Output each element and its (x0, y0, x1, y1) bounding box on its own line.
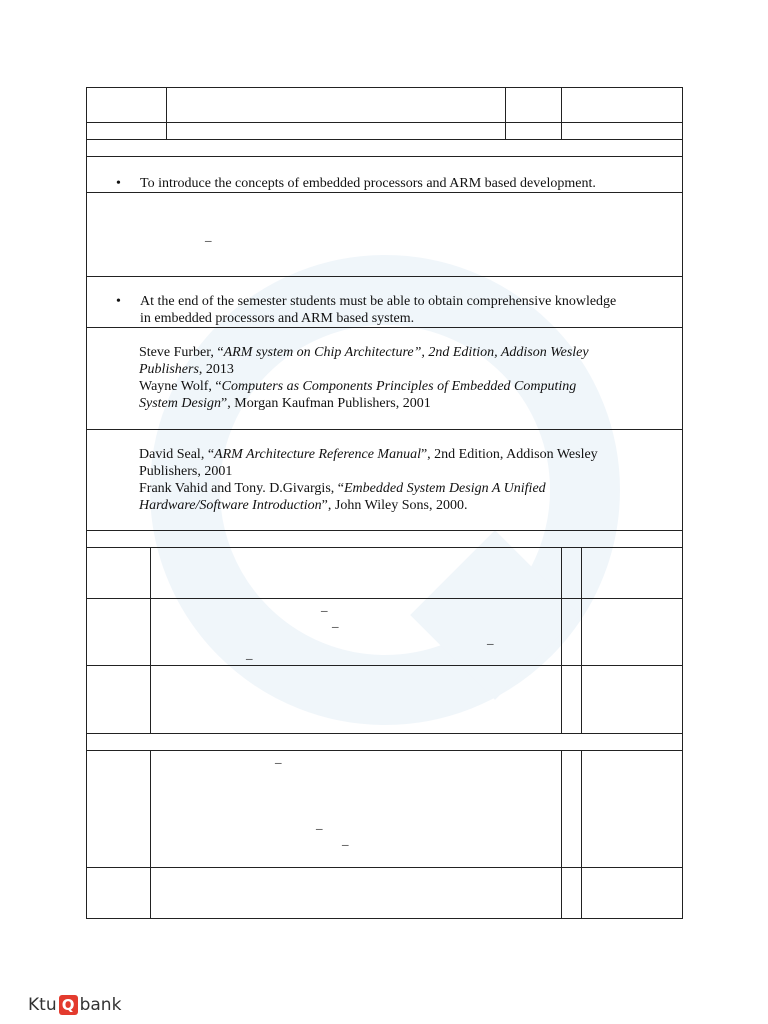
exam-heading-row (87, 734, 683, 751)
dash-mark: _ (205, 228, 212, 243)
objective-item: • To introduce the concepts of embedded processors and ARM based development. (116, 176, 596, 191)
text-books-list (87, 328, 682, 412)
syllabus-row (87, 193, 683, 277)
objectives-heading (87, 140, 683, 157)
course-code-cell (87, 88, 167, 123)
course-plan-heading-row (87, 531, 683, 548)
reference-1: David Seal, “ARM Architecture Reference Manual”, 2nd Edition, Addison Wesley Publishers, 2001 (139, 447, 598, 479)
references-row (87, 430, 683, 531)
module-row-2 (87, 666, 683, 734)
dash-mark: _ (487, 631, 494, 646)
module-2-contents (151, 666, 562, 734)
marks-col-header (582, 548, 683, 599)
header-row (87, 88, 683, 123)
dash-mark: _ (316, 816, 323, 831)
module-4-contents (151, 868, 562, 919)
hours-col-header (562, 548, 582, 599)
text-book-2: Wayne Wolf, “Computers as Components Principles of Embedded Computing System Design”, Morgan Kaufman Publishers, 2001 (139, 379, 577, 411)
module-3-contents (151, 751, 562, 868)
outcomes-row (87, 277, 683, 328)
dash-mark: _ (246, 646, 253, 661)
module-row-3 (87, 751, 683, 868)
course-name-cell (167, 88, 506, 123)
syllabus-table (86, 87, 683, 919)
dash-mark: _ (342, 832, 349, 847)
dash-mark: _ (321, 598, 328, 613)
objectives-row (87, 157, 683, 193)
bullet-icon: • (116, 294, 121, 309)
contents-col-header (151, 548, 562, 599)
course-plan-heading (87, 531, 683, 548)
bullet-icon: • (116, 176, 121, 191)
syllabus-cell (87, 193, 683, 277)
reference-2: Frank Vahid and Tony. D.Givargis, “Embedded System Design A Unified Hardware/Software Introduction”, John Wiley Sons, 2000. (139, 481, 546, 513)
ktuqbank-logo: Ktu Q bank (28, 995, 122, 1015)
module-row-1 (87, 599, 683, 666)
dash-mark: _ (275, 750, 282, 765)
module-col-header (87, 548, 151, 599)
header-row-2 (87, 123, 683, 140)
module-1-contents (151, 599, 562, 666)
outcome-item: • At the end of the semester students must be able to obtain comprehensive knowledge in embedded processors and ARM based system. (116, 294, 617, 326)
year-cell (562, 88, 683, 123)
references-list (87, 430, 682, 514)
q-logo-mark: Q (59, 995, 78, 1015)
exam-heading (87, 734, 683, 751)
text-book-1: Steve Furber, “ARM system on Chip Architecture”, 2nd Edition, Addison Wesley Publishers, 2013 (139, 345, 589, 377)
text-books-row (87, 328, 683, 430)
course-plan-header-row (87, 548, 683, 599)
ltp-cell (506, 88, 562, 123)
module-row-4 (87, 868, 683, 919)
dash-mark: _ (332, 614, 339, 629)
objectives-heading-row (87, 140, 683, 157)
